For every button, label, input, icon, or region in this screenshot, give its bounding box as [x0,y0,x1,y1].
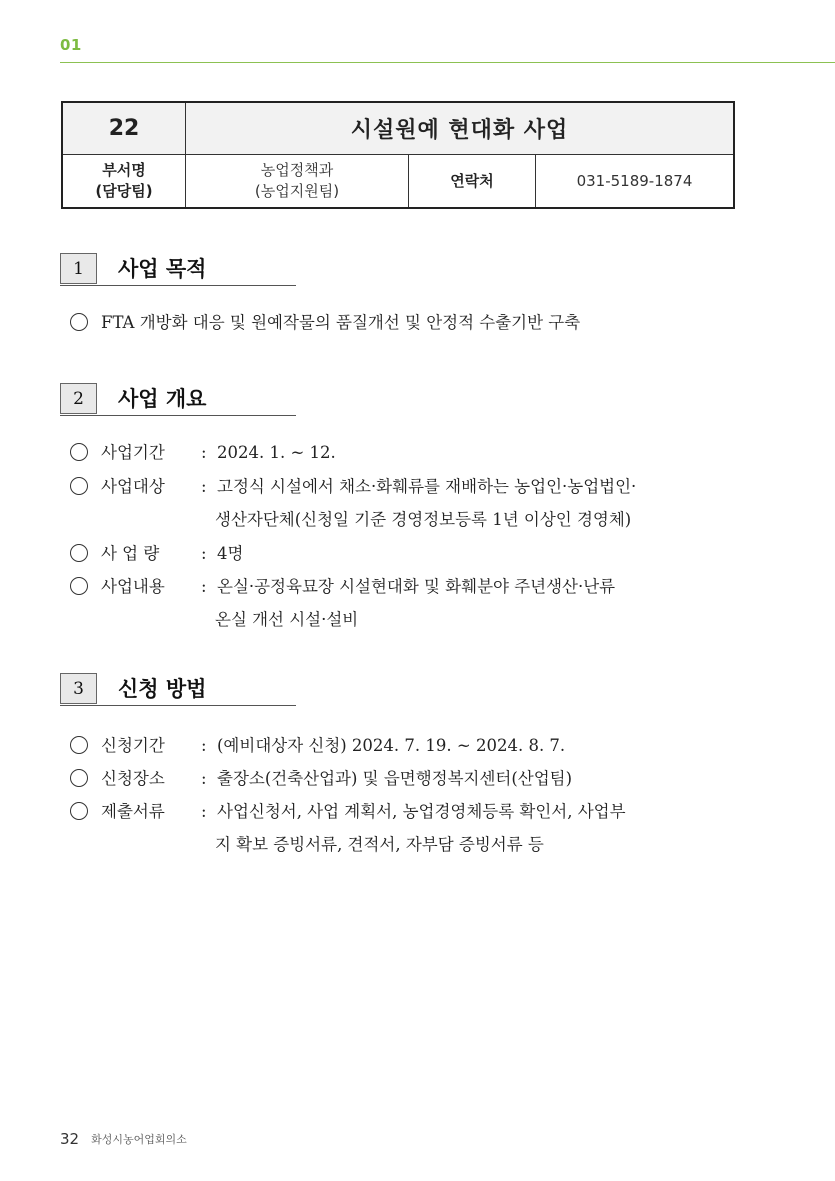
item-label: 신청장소 [101,769,165,788]
project-info-table [61,101,735,209]
item-text: 사업신청서, 사업 계획서, 농업경영체등록 확인서, 사업부 [217,802,626,821]
item-text: 4명 [217,544,244,563]
circle-bullet-icon [70,769,88,787]
organization-name: 화성시농어업회의소 [91,1133,187,1146]
list-item [70,441,336,465]
dept-label [62,155,186,209]
list-item [70,475,636,499]
item-text: 2024. 1. ~ 12. [217,443,336,462]
list-item [70,311,580,335]
item-label: 사업대상 [101,477,165,496]
section-header-application [60,673,296,706]
item-colon: : [201,477,207,496]
item-label: 사업기간 [101,443,165,462]
item-text: 출장소(건축산업과) 및 읍면행정복지센터(산업팀) [217,769,573,788]
item-colon: : [201,577,207,596]
list-item [70,800,626,824]
section-number: 1 [60,253,97,284]
item-colon: : [201,443,207,462]
list-item [70,767,572,791]
section-title: 신청 방법 [118,677,207,701]
contact-label: 연락처 [409,155,536,209]
project-title: 시설원예 현대화 사업 [186,102,735,155]
item-colon: : [201,769,207,788]
item-text: 고정식 시설에서 채소·화훼류를 재배하는 농업인·농업법인· [217,477,637,496]
section-title: 사업 개요 [118,387,207,411]
contact-value: 031-5189-1874 [536,155,735,209]
list-item [70,542,243,566]
item-text-continued: 지 확보 증빙서류, 견적서, 자부담 증빙서류 등 [215,835,544,854]
dept-value-line-1: 농업정책과 [260,161,334,179]
chapter-divider [60,62,835,63]
circle-bullet-icon [70,736,88,754]
item-colon: : [201,736,207,755]
circle-bullet-icon [70,443,88,461]
item-text: 온실·공정육묘장 시설현대화 및 화훼분야 주년생산·난류 [217,577,616,596]
item-text-continued: 온실 개선 시설·설비 [215,610,359,629]
item-label: 제출서류 [101,802,165,821]
item-colon: : [201,802,207,821]
section-number: 3 [60,673,97,704]
circle-bullet-icon [70,477,88,495]
circle-bullet-icon [70,577,88,595]
dept-label-line-1: 부서명 [102,161,146,179]
list-item [70,734,565,758]
page-footer [60,1130,187,1148]
section-header-overview [60,383,296,416]
circle-bullet-icon [70,313,88,331]
item-text: (예비대상자 신청) 2024. 7. 19. ~ 2024. 8. 7. [217,736,566,755]
section-header-purpose [60,253,296,286]
chapter-number: 01 [60,36,82,54]
project-number: 22 [62,102,186,155]
item-text: FTA 개방화 대응 및 원예작물의 품질개선 및 안정적 수출기반 구축 [101,313,581,332]
item-label: 신청기간 [101,736,165,755]
list-item [70,575,615,599]
item-colon: : [201,544,207,563]
item-label: 사 업 량 [101,544,160,563]
circle-bullet-icon [70,544,88,562]
section-title: 사업 목적 [118,257,207,281]
item-text-continued: 생산자단체(신청일 기준 경영정보등록 1년 이상인 경영체) [215,510,632,529]
circle-bullet-icon [70,802,88,820]
page-number: 32 [60,1130,80,1148]
section-number: 2 [60,383,97,414]
dept-label-line-2: (담당팀) [95,182,153,200]
dept-value [186,155,409,209]
dept-value-line-2: (농업지원팀) [254,182,340,200]
item-label: 사업내용 [101,577,165,596]
